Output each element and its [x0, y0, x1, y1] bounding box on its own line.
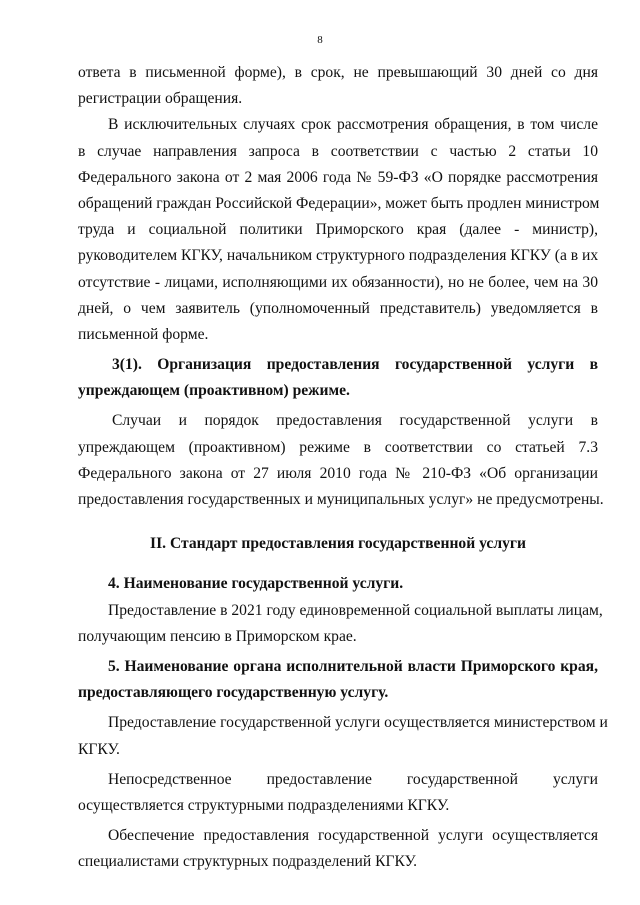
text-line: Предоставление государственной услуги осуществляется министерством и — [108, 714, 608, 732]
text-line: в случае направления запроса в соответствии с частью 2 статьи 10 — [78, 142, 598, 160]
heading-line: упреждающем (проактивном) режиме. — [78, 382, 350, 400]
paragraph-support — [78, 823, 598, 875]
paragraph-response-deadline — [78, 60, 598, 112]
heading-line: 4. Наименование государственной услуги. — [108, 575, 404, 593]
text-line: осуществляется структурными подразделениями КГКУ. — [78, 796, 450, 814]
text-line: предоставления государственных и муниципальных услуг» не предусмотрены. — [78, 491, 604, 508]
text-line: Обеспечение предоставления государственной услуги осуществляется — [108, 827, 598, 845]
text-line: получающим пенсию в Приморском крае. — [78, 627, 357, 645]
text-line: Случаи и порядок предоставления государственной услуги в — [112, 412, 598, 430]
heading-line: 3(1). Организация предоставления государственной услуги в — [112, 356, 598, 374]
text-line: ответа в письменной форме), в срок, не превышающий 30 дней со дня — [78, 64, 598, 81]
page-number: 8 — [317, 34, 323, 46]
text-line: обращений граждан Российской Федерации», может быть продлен министром — [78, 194, 600, 212]
text-line: Федерального закона от 27 июля 2010 года № 210-ФЗ «Об организации — [78, 464, 598, 482]
text-line: руководителем КГКУ, начальником структурного подразделения КГКУ (а в их — [78, 247, 599, 265]
text-line: В исключительных случаях срок рассмотрения обращения, в том числе — [108, 116, 598, 134]
text-line: Предоставление в 2021 году единовременной социальной выплаты лицам, — [108, 601, 603, 619]
paragraph-direct-provision — [78, 767, 598, 819]
heading-line: 5. Наименование органа исполнительной власти Приморского края, — [108, 657, 598, 675]
text-line: КГКУ. — [78, 740, 120, 758]
text-line: дней, о чем заявитель (уполномоченный представитель) уведомляется в — [78, 299, 598, 317]
text-line: упреждающем (проактивном) режиме в соответствии со статьей 7.3 — [78, 438, 598, 456]
paragraph-extension-term — [78, 112, 598, 348]
text-line: регистрации обращения. — [78, 90, 243, 108]
document-body — [78, 60, 608, 875]
text-line: специалистами структурных подразделений КГКУ. — [78, 853, 418, 871]
section-title-text: II. Стандарт предоставления государственной услуги — [150, 535, 526, 553]
paragraph-proactive-cases — [78, 408, 604, 513]
text-line: письменной форме. — [78, 325, 209, 343]
paragraph-provider — [78, 710, 608, 762]
text-line: Непосредственное предоставление государственной услуги — [108, 770, 598, 788]
text-line: труда и социальной политики Приморского края (далее - министр), — [78, 221, 598, 239]
text-line: Федерального закона от 2 мая 2006 года № 59-ФЗ «О порядке рассмотрения — [78, 168, 598, 186]
heading-authority-name — [78, 654, 598, 706]
text-line: отсутствие - лицами, исполняющими их обязанности), но не более, чем на 30 — [78, 273, 598, 291]
heading-service-name — [78, 571, 598, 597]
heading-proactive-mode — [78, 352, 598, 404]
heading-line: предоставляющего государственную услугу. — [78, 684, 389, 702]
section-title — [78, 531, 598, 557]
paragraph-service-name — [78, 598, 603, 650]
